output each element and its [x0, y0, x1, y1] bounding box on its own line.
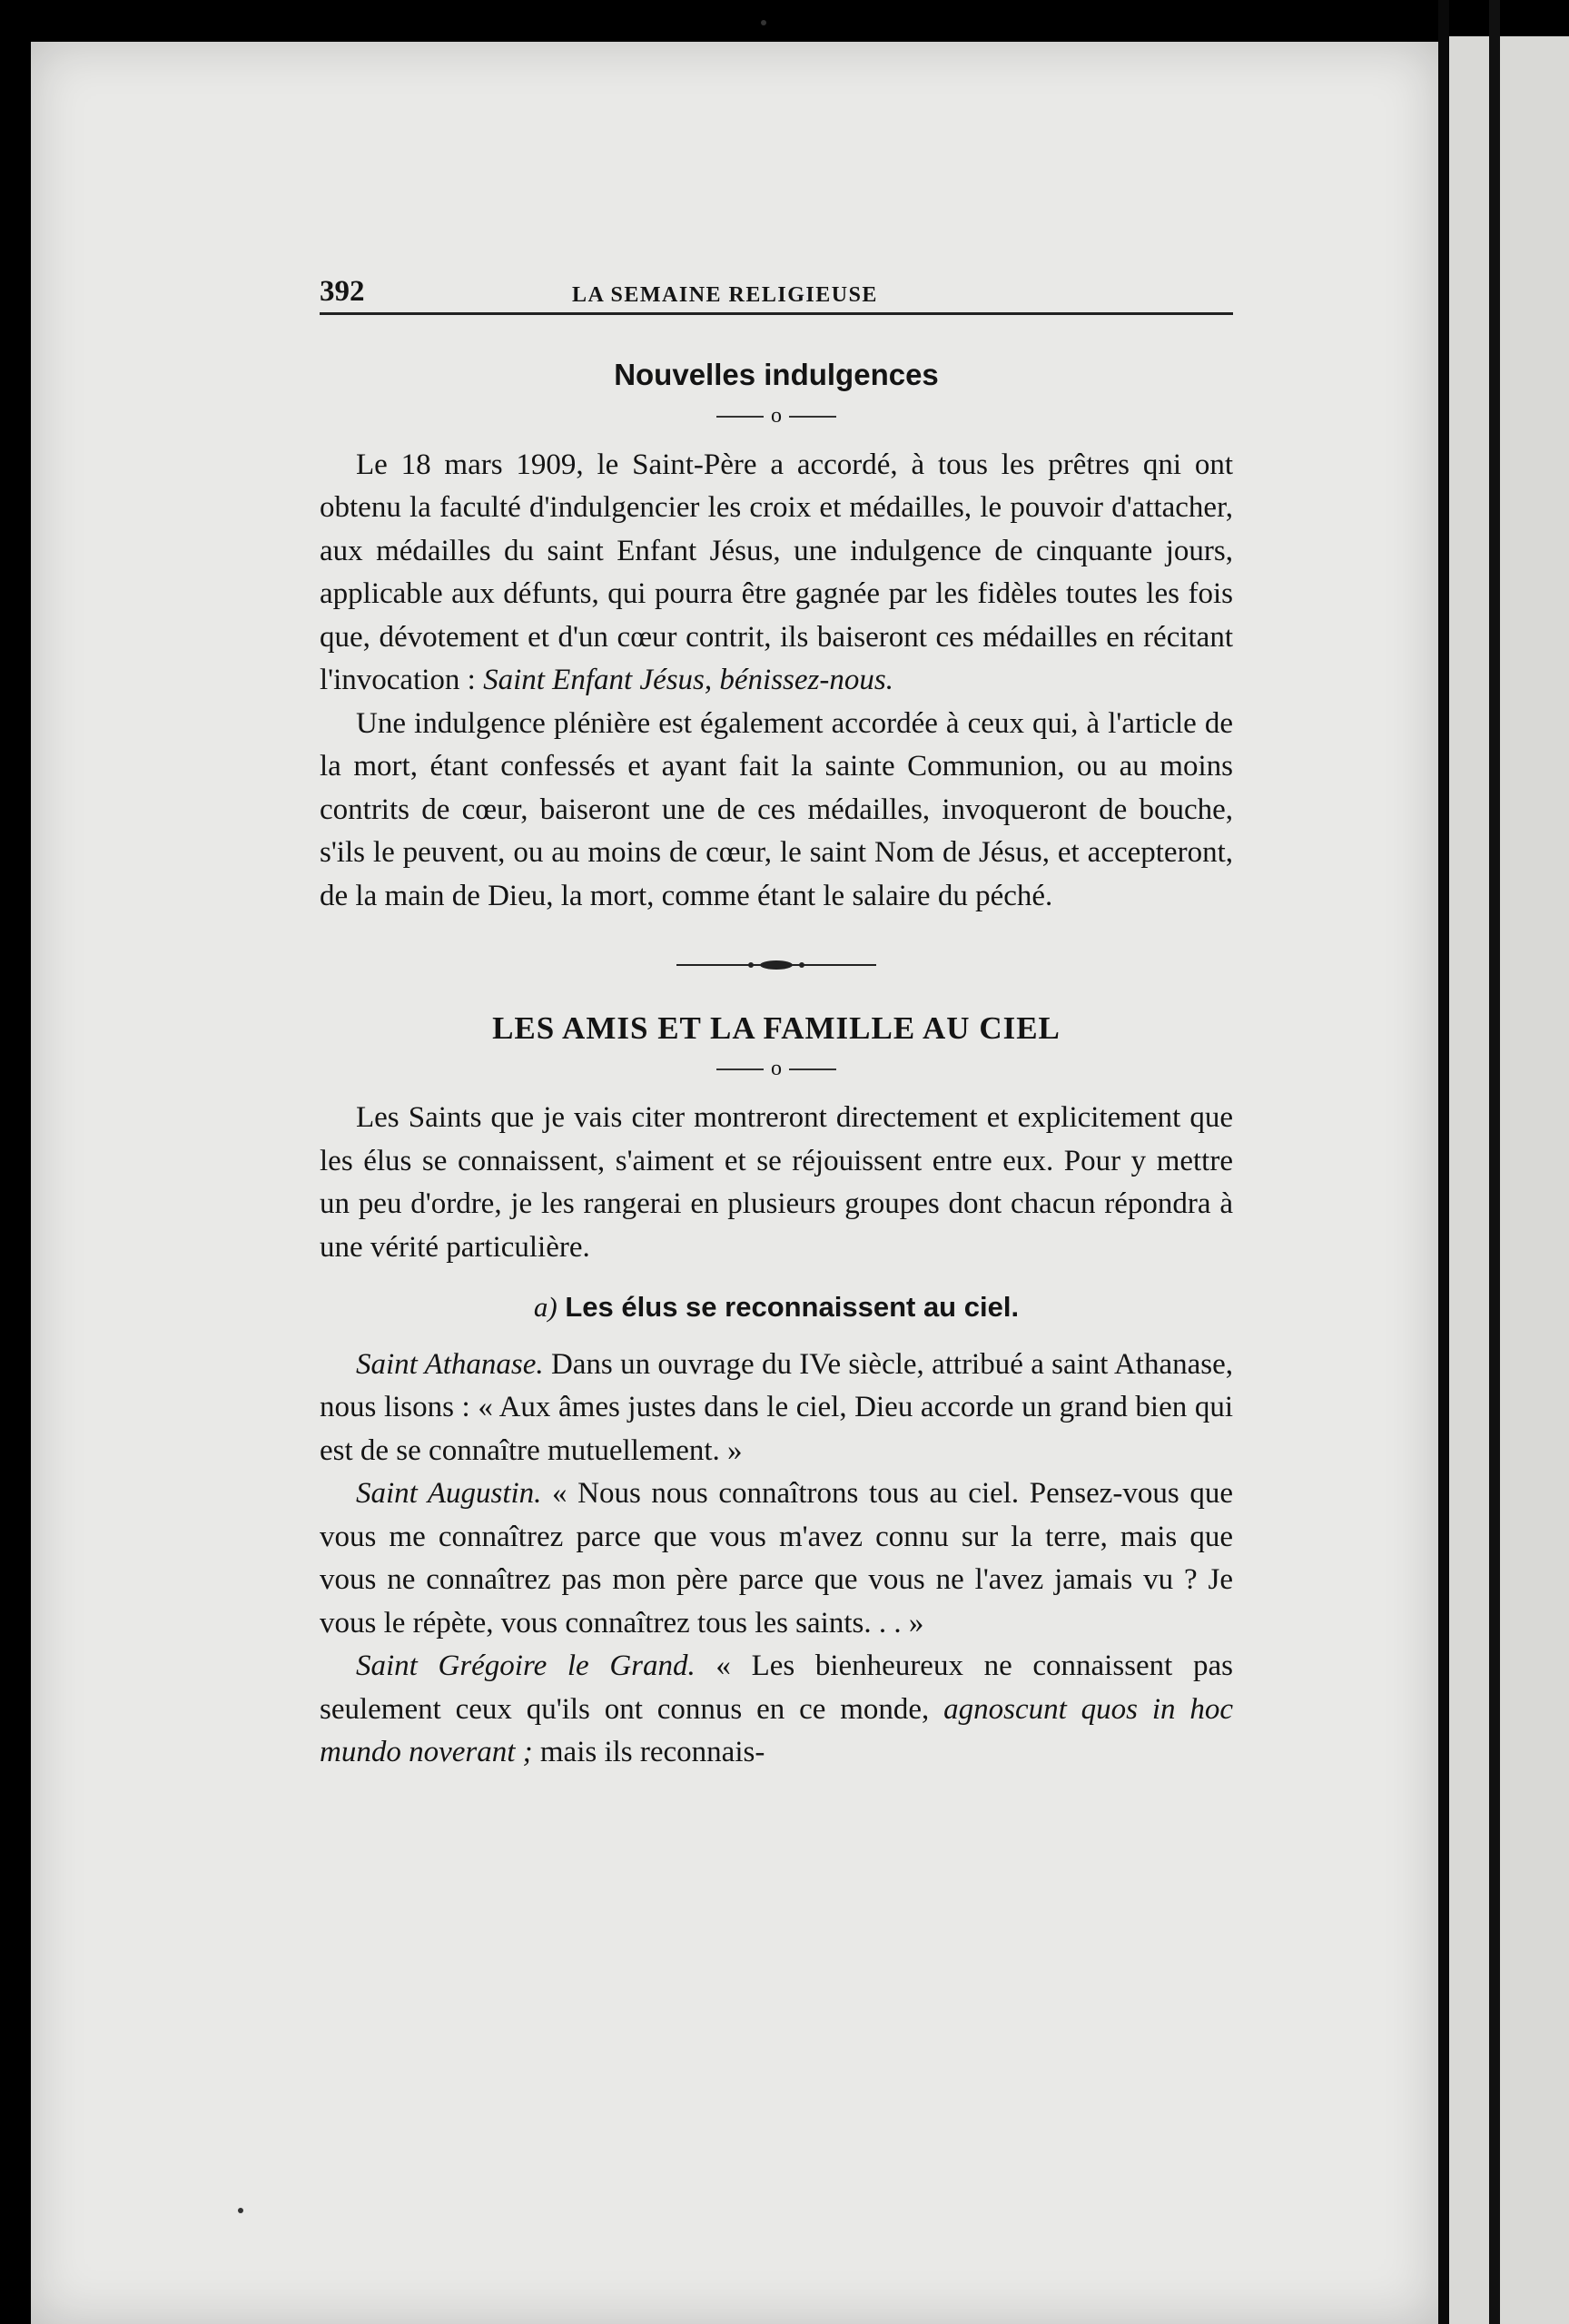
- page-number: 392: [320, 275, 365, 308]
- subheading: a) Les élus se reconnaissent au ciel.: [533, 1291, 1020, 1323]
- section-separator: [320, 941, 1233, 985]
- journal-title: LA SEMAINE RELIGIEUSE: [572, 283, 878, 307]
- latin-quote: agnoscunt quos in hoc mundo noverant ;: [320, 1692, 1234, 1768]
- saint-name: Saint Augustin.: [356, 1477, 542, 1510]
- section-title-famille: LES AMIS ET LA FAMILLE AU CIEL: [492, 1009, 1061, 1046]
- book-gutter: [1438, 0, 1449, 2324]
- saint-name: Saint Grégoire le Grand.: [356, 1649, 696, 1682]
- section-title-indulgences: Nouvelles indulgences: [614, 358, 939, 391]
- title-ornament: o: [320, 1055, 1233, 1082]
- dust-speck: [761, 20, 766, 25]
- saint-name: Saint Athanase.: [356, 1347, 544, 1381]
- invocation-italic: Saint Enfant Jésus, bénissez-nous.: [483, 664, 893, 696]
- quote-athanase: Saint Athanase. Dans un ouvrage du IVe siècle, attribué a saint Athanase, nous lisons : « Aux âmes justes dans le ciel, Dieu accorde un grand bien qui est de se connaître mutuellement. »: [320, 1347, 1233, 1467]
- adjacent-page-edge: [1449, 36, 1569, 2324]
- running-head: [320, 272, 1233, 315]
- paragraph: Une indulgence plénière est également accordée à ceux qui, à l'article de la mort, étant confessés et ayant fait la sainte Communion, ou au moins contrits de cœur, baiseront une de ces médailles, invoqueront de bouche, s'ils le peuvent, ou au moins de cœur, le saint Nom de Jésus, et accepteront, de la main de Dieu, la mort, comme étant le salaire du péché.: [320, 706, 1233, 912]
- dust-speck: [238, 2208, 243, 2213]
- page-text: [320, 272, 1233, 1775]
- adjacent-page-shadow: [1489, 0, 1500, 2324]
- paragraph: Les Saints que je vais citer montreront directement et explicitement que les élus se connaissent, s'aiment et se réjouissent entre eux. Pour y mettre un peu d'ordre, je les rangerai en plusieurs groupes dont chacun répondra à une vérité particulière.: [320, 1101, 1233, 1264]
- paragraph: Le 18 mars 1909, le Saint-Père a accordé, à tous les prêtres qni ont obtenu la faculté d'indulgencier les croix et médailles, le pouvoir d'attacher, aux médailles du saint Enfant Jésus, une indulgence de cinquante jours, applicable aux défunts, qui pourra être gagnée par les fidèles toutes les fois que, dévotement et d'un cœur contrit, ils baiseront ces médailles en récitant l'invocation : Saint Enfant Jésus, bénissez-nous.: [320, 448, 1233, 696]
- quote-gregoire: Saint Grégoire le Grand. « Les bienheureux ne connaissent pas seulement ceux qu'ils ont connus en ce monde, agnoscunt quos in hoc mundo noverant ; mais ils reconnais-: [320, 1649, 1234, 1768]
- title-ornament: o: [320, 402, 1233, 429]
- quote-augustin: Saint Augustin. « Nous nous connaîtrons tous au ciel. Pensez-vous que vous me connaîtrez parce que vous m'avez connu sur la terre, mais que vous ne connaîtrez pas mon père parce que vous ne l'avez jamais vu ? Je vous le répète, vous connaîtrez tous les saints. . . »: [320, 1477, 1234, 1640]
